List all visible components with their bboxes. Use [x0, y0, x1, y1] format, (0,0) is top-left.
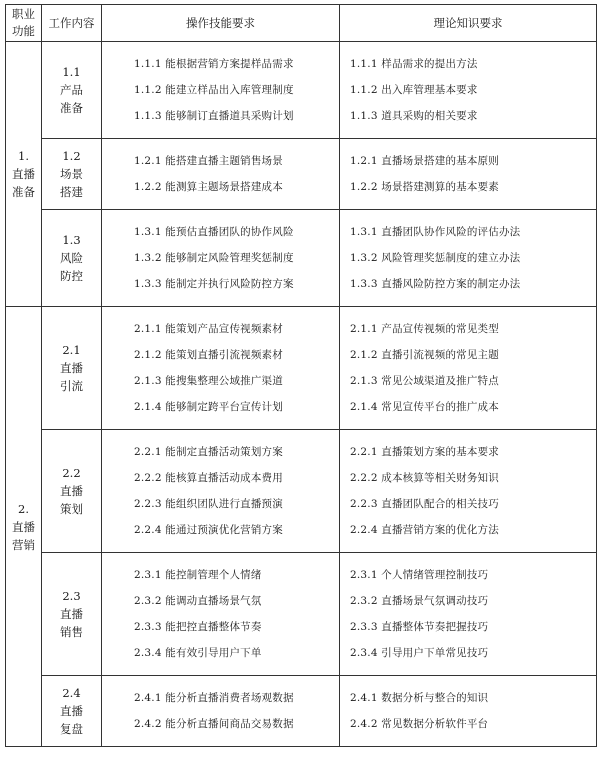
theory-cell-2-2 — [340, 430, 597, 553]
skill-item: 2.4.1 能分析直播消费者场观数据 — [134, 692, 294, 704]
work-number: 1.1 — [62, 65, 81, 79]
function-name-line1: 直播 — [12, 167, 35, 181]
skill-item: 1.1.1 能根据营销方案提样品需求 — [134, 58, 294, 70]
skill-item: 2.2.1 能制定直播活动策划方案 — [134, 446, 283, 458]
table-row — [6, 307, 597, 430]
theory-item: 1.3.1 直播团队协作风险的评估办法 — [350, 226, 521, 238]
standards-table-page — [5, 4, 596, 767]
theory-item: 1.1.1 样品需求的提出方法 — [350, 58, 478, 70]
table-row — [6, 430, 597, 553]
theory-cell-2-3 — [340, 553, 597, 676]
skill-item: 2.3.1 能控制管理个人情绪 — [134, 569, 262, 581]
function-cell-2 — [6, 307, 42, 747]
theory-item: 2.4.1 数据分析与整合的知识 — [350, 692, 489, 704]
work-name-line1: 直播 — [60, 607, 83, 621]
theory-item: 2.1.3 常见公域渠道及推广特点 — [350, 375, 499, 387]
work-number: 1.3 — [62, 233, 81, 247]
theory-item: 1.1.2 出入库管理基本要求 — [350, 84, 478, 96]
work-cell-1-3 — [42, 210, 102, 307]
function-name-line2: 营销 — [12, 537, 35, 552]
work-cell-1-1 — [42, 42, 102, 139]
table-row — [6, 210, 597, 307]
work-cell-2-2 — [42, 430, 102, 553]
header-work-content: 工作内容 — [42, 5, 102, 42]
table-header-row — [6, 5, 597, 42]
skill-item: 1.2.2 能测算主题场景搭建成本 — [134, 181, 283, 193]
skill-item: 1.3.1 能预估直播团队的协作风险 — [134, 226, 294, 238]
work-cell-2-4 — [42, 676, 102, 747]
theory-item: 1.3.2 风险管理奖惩制度的建立办法 — [350, 252, 521, 264]
skill-item: 2.2.4 能通过预演优化营销方案 — [134, 524, 283, 536]
header-function-line1: 职业 — [12, 7, 35, 21]
function-name-line1: 直播 — [12, 519, 35, 534]
work-name-line1: 直播 — [60, 361, 83, 375]
theory-item: 2.3.2 直播场景气氛调动技巧 — [350, 595, 489, 607]
skill-item: 1.3.2 能够制定风险管理奖惩制度 — [134, 252, 294, 264]
header-function-line2: 功能 — [12, 24, 35, 38]
skills-cell-2-1 — [102, 307, 340, 430]
theory-item: 2.2.1 直播策划方案的基本要求 — [350, 446, 499, 458]
header-theory-requirements: 理论知识要求 — [340, 5, 597, 42]
work-cell-1-2 — [42, 139, 102, 210]
work-number: 2.4 — [62, 686, 81, 700]
skills-cell-1-2 — [102, 139, 340, 210]
table-row — [6, 553, 597, 676]
skills-cell-2-3 — [102, 553, 340, 676]
skill-item: 2.3.2 能调动直播场景气氛 — [134, 595, 262, 607]
theory-item: 2.3.4 引导用户下单常见技巧 — [350, 647, 489, 659]
function-number: 2. — [18, 501, 29, 516]
header-skill-requirements: 操作技能要求 — [102, 5, 340, 42]
theory-item: 2.2.3 直播团队配合的相关技巧 — [350, 498, 499, 510]
theory-item: 2.3.1 个人情绪管理控制技巧 — [350, 569, 489, 581]
function-name-line2: 准备 — [12, 185, 35, 199]
skill-item: 2.4.2 能分析直播间商品交易数据 — [134, 718, 294, 730]
theory-item: 2.2.4 直播营销方案的优化方法 — [350, 524, 499, 536]
function-cell-1 — [6, 42, 42, 307]
work-cell-2-1 — [42, 307, 102, 430]
table-row — [6, 676, 597, 747]
skill-item: 2.2.3 能组织团队进行直播预演 — [134, 498, 283, 510]
theory-item: 1.1.3 道具采购的相关要求 — [350, 110, 478, 122]
work-name-line2: 复盘 — [60, 722, 83, 736]
theory-item: 2.2.2 成本核算等相关财务知识 — [350, 472, 499, 484]
theory-cell-1-1 — [340, 42, 597, 139]
theory-cell-1-2 — [340, 139, 597, 210]
work-name-line2: 策划 — [60, 502, 83, 516]
theory-cell-1-3 — [340, 210, 597, 307]
work-number: 1.2 — [62, 149, 81, 163]
work-name-line2: 引流 — [60, 379, 83, 393]
skill-item: 2.3.3 能把控直播整体节奏 — [134, 621, 262, 633]
work-name-line1: 产品 — [60, 83, 83, 97]
work-name-line2: 搭建 — [60, 185, 83, 199]
skill-item: 1.2.1 能搭建直播主题销售场景 — [134, 155, 283, 167]
theory-item: 1.2.2 场景搭建测算的基本要素 — [350, 181, 499, 193]
work-number: 2.2 — [62, 466, 81, 480]
function-number: 1. — [18, 149, 29, 163]
theory-item: 2.1.2 直播引流视频的常见主题 — [350, 349, 499, 361]
work-name-line2: 准备 — [60, 101, 83, 115]
work-name-line2: 销售 — [60, 625, 83, 639]
theory-item: 1.2.1 直播场景搭建的基本原则 — [350, 155, 499, 167]
skill-item: 1.3.3 能制定并执行风险防控方案 — [134, 278, 294, 290]
skills-cell-1-1 — [102, 42, 340, 139]
skill-item: 2.1.1 能策划产品宣传视频素材 — [134, 323, 283, 335]
work-number: 2.1 — [62, 343, 81, 357]
table-row — [6, 139, 597, 210]
theory-item: 2.3.3 直播整体节奏把握技巧 — [350, 621, 489, 633]
skill-item: 2.1.3 能搜集整理公域推广渠道 — [134, 375, 283, 387]
theory-cell-2-1 — [340, 307, 597, 430]
skills-cell-1-3 — [102, 210, 340, 307]
work-name-line1: 场景 — [60, 167, 83, 181]
work-number: 2.3 — [62, 589, 81, 603]
work-name-line1: 风险 — [60, 251, 83, 265]
work-name-line2: 防控 — [60, 269, 83, 283]
skills-cell-2-4 — [102, 676, 340, 747]
skill-item: 2.2.2 能核算直播活动成本费用 — [134, 472, 283, 484]
skill-item: 2.3.4 能有效引导用户下单 — [134, 647, 262, 659]
table-row — [6, 42, 597, 139]
theory-item: 2.1.1 产品宣传视频的常见类型 — [350, 323, 499, 335]
skills-cell-2-2 — [102, 430, 340, 553]
theory-item: 1.3.3 直播风险防控方案的制定办法 — [350, 278, 521, 290]
skill-item: 1.1.2 能建立样品出入库管理制度 — [134, 84, 294, 96]
theory-cell-2-4 — [340, 676, 597, 747]
work-name-line1: 直播 — [60, 484, 83, 498]
theory-item: 2.1.4 常见宣传平台的推广成本 — [350, 401, 499, 413]
skill-item: 1.1.3 能够制订直播道具采购计划 — [134, 110, 294, 122]
work-cell-2-3 — [42, 553, 102, 676]
work-name-line1: 直播 — [60, 704, 83, 718]
skill-item: 2.1.2 能策划直播引流视频素材 — [134, 349, 283, 361]
skill-item: 2.1.4 能够制定跨平台宣传计划 — [134, 401, 283, 413]
theory-item: 2.4.2 常见数据分析软件平台 — [350, 718, 489, 730]
skill-standards-table — [5, 4, 597, 747]
header-function — [6, 5, 42, 42]
